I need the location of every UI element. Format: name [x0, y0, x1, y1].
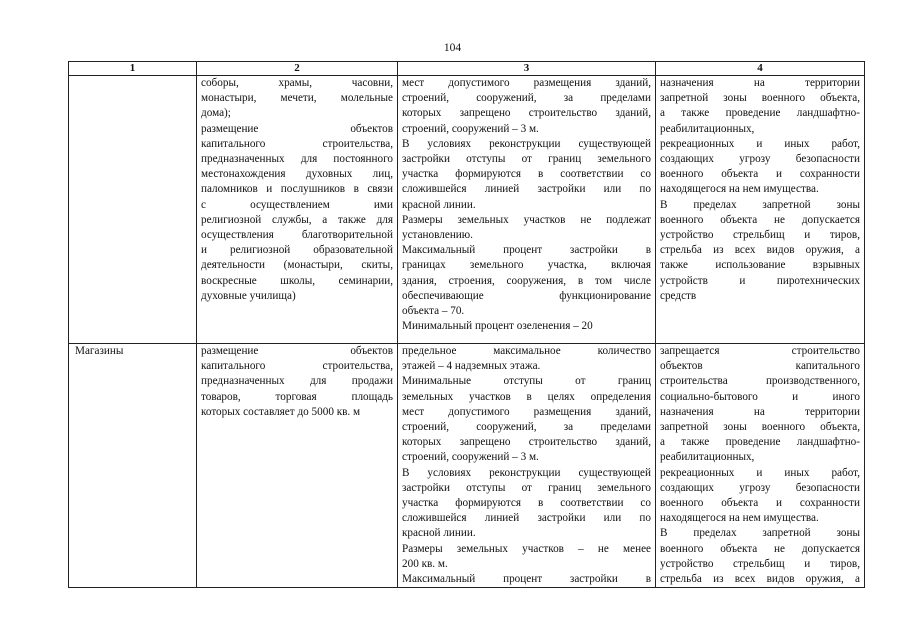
cell-text-line: которых составляет до 5000 кв. м: [201, 405, 361, 418]
cell-text-line: В условиях реконструкции существующей: [402, 137, 651, 150]
cell-text-line: запретной зоны военного объекта,: [660, 421, 860, 434]
cell-text-line: с осуществлением ими: [201, 198, 393, 211]
cell-text-line: мест допустимого размещения зданий,: [402, 77, 651, 89]
cell-text-line: обеспечивающие функционирование: [402, 289, 651, 302]
use-description-cell: [197, 344, 398, 588]
cell-text-line: В условиях реконструкции существующей: [402, 466, 651, 479]
cell-text-line: создающих угрозу безопасности: [660, 153, 860, 166]
cell-text-line: земельных участков в целях определения: [402, 390, 651, 403]
cell-text-line: рекреационных и иных работ,: [660, 137, 860, 150]
cell-text-line: предназначенных для постоянного: [201, 153, 393, 166]
cell-text-line: деятельности (монастыри, скиты,: [201, 259, 393, 272]
cell-text-line: устройство стрельбищ и тиров,: [660, 557, 860, 570]
parameters-cell: [398, 344, 656, 588]
cell-text-line: стрельба из всех видов оружия, а: [660, 573, 860, 586]
cell-text-line: находящегося на нем имущества.: [660, 183, 819, 196]
cell-text-line: строений, сооружений – 3 м.: [402, 122, 539, 135]
cell-text-line: устройство стрельбищ и тиров,: [660, 229, 860, 242]
cell-text-line: установлению.: [402, 229, 473, 242]
cell-text-line: стрельба из всех видов оружия, а: [660, 244, 860, 257]
cell-text-line: военного объекта и сохранности: [660, 168, 860, 181]
cell-text-line: капитального строительства,: [201, 360, 393, 373]
table-row: [69, 76, 865, 344]
cell-text-line: объектов капитального: [660, 360, 860, 373]
cell-text-line: товаров, торговая площадь: [201, 390, 393, 403]
parameters-cell: [398, 76, 656, 344]
zoning-regulations-table: [68, 61, 865, 588]
column-header-2: 2: [197, 62, 398, 76]
land-use-name-cell: Магазины: [69, 344, 197, 588]
cell-text-line: участка формируются в соответствии со: [402, 168, 651, 181]
cell-text-line: назначения на территории: [660, 405, 860, 418]
column-header-1: 1: [69, 62, 197, 76]
cell-text-line: размещение объектов: [201, 122, 393, 135]
cell-text-line: В пределах запретной зоны: [660, 527, 860, 540]
cell-text-line: мест допустимого размещения зданий,: [402, 405, 651, 418]
restrictions-cell: [656, 76, 865, 344]
cell-text-line: военного объекта и сохранности: [660, 497, 860, 510]
column-header-4: 4: [656, 62, 865, 76]
cell-text-line: реабилитационных,: [660, 122, 755, 135]
cell-text-line: соборы, храмы, часовни,: [201, 77, 393, 89]
cell-text-line: находящегося на нем имущества.: [660, 512, 819, 525]
cell-text-line: 200 кв. м.: [402, 557, 448, 570]
cell-text-line: также использование взрывных: [660, 259, 860, 272]
land-use-name-cell: [69, 76, 197, 344]
cell-text-line: дома);: [201, 107, 231, 120]
cell-text-line: создающих угрозу безопасности: [660, 481, 860, 494]
cell-text-line: красной линии.: [402, 198, 476, 211]
cell-text-line: осуществления благотворительной: [201, 229, 393, 242]
cell-text-line: религиозной службы, а также для: [201, 213, 393, 226]
cell-text-line: участка формируются в соответствии со: [402, 497, 651, 510]
cell-text-line: Размеры земельных участков не подлежат: [402, 213, 651, 226]
cell-text-line: военного объекта не допускается: [660, 213, 860, 226]
cell-text-line: монастыри, мечети, молельные: [201, 92, 393, 105]
cell-text-line: запрещается строительство: [660, 345, 860, 357]
cell-text-line: строительства производственного,: [660, 375, 860, 388]
cell-text-line: объекта – 70.: [402, 305, 465, 318]
cell-text-line: а также проведение ландшафтно-: [660, 107, 860, 120]
cell-text-line: Максимальный процент застройки в: [402, 244, 651, 257]
cell-text-line: назначения на территории: [660, 77, 860, 89]
cell-text-line: красной линии.: [402, 527, 476, 540]
cell-text-line: размещение объектов: [201, 345, 393, 357]
cell-text-line: Минимальный процент озеленения – 20: [402, 320, 593, 333]
cell-text-line: Максимальный процент застройки в: [402, 573, 651, 586]
cell-text-line: застройки отступы от границ земельного: [402, 153, 651, 166]
document-table-container: [68, 61, 864, 588]
table-row: [69, 344, 865, 588]
cell-text-line: социально-бытового и иного: [660, 390, 860, 403]
cell-text-line: а также проведение ландшафтно-: [660, 436, 860, 449]
cell-text-line: предельное максимальное количество: [402, 345, 651, 357]
page-number: 104: [443, 42, 462, 54]
cell-text-line: сложившейся линией застройки или по: [402, 183, 651, 196]
cell-text-line: капитального строительства,: [201, 137, 393, 150]
cell-text-line: которых запрещено строительство зданий,: [402, 436, 651, 449]
column-header-3: 3: [398, 62, 656, 76]
cell-text-line: строений, сооружений, за пределами: [402, 421, 651, 434]
cell-text-line: и религиозной образовательной: [201, 244, 393, 257]
cell-text-line: устройств и пиротехнических: [660, 274, 860, 287]
cell-text-line: паломников и послушников в связи: [201, 183, 393, 196]
cell-text-line: местонахождения духовных лиц,: [201, 168, 393, 181]
cell-text-line: сложившейся линией застройки или по: [402, 512, 651, 525]
column-number-header-row: [69, 62, 865, 76]
cell-text-line: предназначенных для продажи: [201, 375, 393, 388]
use-description-cell: [197, 76, 398, 344]
cell-text-line: воскресные школы, семинарии,: [201, 274, 393, 287]
cell-text-line: военного объекта не допускается: [660, 542, 860, 555]
cell-text-line: застройки отступы от границ земельного: [402, 481, 651, 494]
cell-text-line: Размеры земельных участков – не менее: [402, 542, 651, 555]
cell-text-line: средств: [660, 289, 697, 302]
cell-text-line: строений, сооружений – 3 м.: [402, 451, 539, 464]
cell-text-line: здания, строения, сооружения, в том числе: [402, 274, 651, 287]
cell-text-line: духовные училища): [201, 289, 296, 302]
restrictions-cell: [656, 344, 865, 588]
cell-text-line: запретной зоны военного объекта,: [660, 92, 860, 105]
cell-text-line: Минимальные отступы от границ: [402, 375, 651, 388]
cell-text-line: В пределах запретной зоны: [660, 198, 860, 211]
cell-text-line: этажей – 4 надземных этажа.: [402, 360, 541, 373]
cell-text-line: которых запрещено строительство зданий,: [402, 107, 651, 120]
cell-text-line: границах земельного участка, включая: [402, 259, 651, 272]
cell-text-line: строений, сооружений, за пределами: [402, 92, 651, 105]
cell-text-line: рекреационных и иных работ,: [660, 466, 860, 479]
cell-text-line: реабилитационных,: [660, 451, 755, 464]
